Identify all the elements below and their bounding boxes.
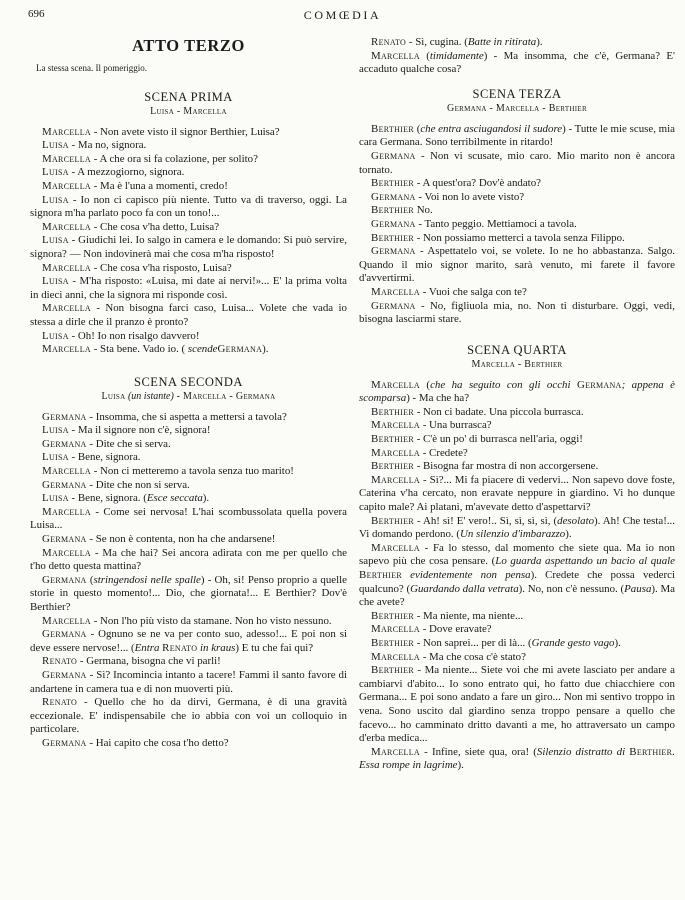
dialogue-text: - Non saprei... per di là... (	[413, 636, 532, 649]
dialogue-line	[359, 379, 675, 406]
journal-title: COMŒDIA	[303, 8, 382, 22]
dialogue-line	[359, 610, 675, 624]
stage-direction: desolato	[557, 514, 595, 527]
dialogue-line	[30, 655, 347, 669]
scene-title: SCENA PRIMA	[144, 89, 233, 104]
dialogue-text: - Ah! sì! E' vero!.. Sì, sì, sì, sì, (	[413, 514, 558, 527]
dialogue-line	[30, 506, 347, 533]
dialogue-line	[359, 406, 675, 420]
speaker-name: Luisa	[42, 193, 69, 206]
dialogue-line	[359, 623, 675, 637]
stage-direction: Lo guarda aspettando un bacio al quale	[495, 555, 676, 568]
dialogue-line	[359, 542, 675, 610]
dialogue-text: - M'ha risposto: «Luisa, mi date ai nervi!»... E' la prima volta in dieci anni, che la signora mi risponde così.	[30, 275, 347, 301]
speaker-name: Germana	[371, 190, 416, 203]
dialogue-line	[30, 275, 347, 302]
stage-direction: Silenzio distratto di	[536, 745, 630, 758]
dialogue-text: - Che cosa v'ha risposto, Luisa?	[90, 261, 232, 274]
speaker-name: Germana	[371, 217, 416, 230]
dialogue-text: - A che ora si fa colazione, per solito?	[90, 152, 258, 165]
speaker-name: Luisa	[42, 329, 69, 342]
dialogue-line	[359, 286, 675, 300]
dialogue-line	[359, 515, 675, 542]
dialogue-text: ) - Ma che ha?	[406, 392, 470, 405]
dialogue-text: (	[86, 573, 94, 586]
dialogue-text: ).	[614, 636, 621, 649]
dialogue-text: - Come sei nervosa! L'hai scombussolata quella povera Luisa...	[30, 505, 347, 532]
dialogue-line	[359, 419, 675, 433]
scene-characters: Luisa - Marcella	[150, 105, 227, 117]
speaker-name: Marcella	[42, 546, 91, 559]
speaker-name: Luisa	[42, 451, 69, 464]
dialogue-block	[30, 126, 347, 357]
dialogue-text: - Ma che hai? Sei ancora adirata con me per quello che t'ho detto questa mattina?	[30, 546, 347, 573]
speaker-name: Marcella	[371, 745, 420, 758]
dialogue-line	[359, 664, 675, 746]
dialogue-text: - No, figliuola mia, no. Non ti disturbare. Oggi, vedi, bisogna lasciarmi stare.	[359, 299, 675, 326]
speaker-name: Marcella	[371, 541, 420, 554]
speaker-name: Renato	[371, 36, 407, 48]
character-name: Germana	[576, 378, 622, 391]
speaker-name: Germana	[371, 299, 416, 312]
dialogue-text: - Bene, signora. (	[68, 492, 147, 505]
stage-direction: timidamente	[429, 49, 484, 62]
speaker-name: Berthier	[371, 514, 414, 527]
stage-direction: stringendosi nelle spalle	[93, 573, 201, 586]
speaker-name: Marcella	[42, 343, 91, 356]
dialogue-line	[359, 36, 675, 50]
speaker-name: Germana	[42, 628, 87, 641]
dialogue-line	[359, 191, 675, 205]
dialogue-text: - Che cosa v'ha detto, Luisa?	[90, 220, 220, 233]
stage-direction: Grande gesto vago	[531, 636, 615, 649]
dialogue-line	[359, 447, 675, 461]
speaker-name: Luisa	[42, 492, 69, 505]
dialogue-text: - Non bisogna farci caso, Luisa... Volete che vada io stessa a dirle che il pranzo è pronto?	[30, 302, 347, 328]
speaker-name: Luisa	[42, 424, 69, 437]
speaker-name: Marcella	[42, 505, 91, 518]
dialogue-text: - Ma è l'una a momenti, credo!	[90, 179, 228, 192]
dialogue-text: (	[419, 49, 430, 62]
dialogue-line	[30, 669, 347, 696]
stage-direction: che ha seguito con gli occhi	[430, 378, 577, 391]
dialogue-line	[30, 547, 347, 574]
dialogue-text: - Voi non lo avete visto?	[415, 190, 525, 203]
dialogue-line	[30, 221, 347, 235]
dialogue-text: - Credete?	[419, 446, 468, 459]
speaker-name: Germana	[42, 437, 87, 450]
dialogue-line	[359, 123, 675, 150]
dialogue-line	[30, 330, 347, 344]
stage-direction: . Essa rompe in lagrime	[359, 745, 675, 772]
dialogue-line	[30, 628, 347, 655]
speaker-name: Marcella	[42, 614, 91, 627]
dialogue-text: ) E tu che fai qui?	[235, 641, 314, 654]
speaker-name: Luisa	[42, 166, 69, 179]
character-name: Germana	[217, 343, 263, 356]
speaker-name: Marcella	[371, 378, 420, 391]
dialogue-text: (	[419, 378, 431, 391]
dialogue-line	[359, 218, 675, 232]
speaker-name: Berthier	[371, 664, 414, 677]
speaker-name: Berthier	[371, 122, 414, 135]
stage-direction: che entra asciugandosi il sudore	[420, 122, 563, 135]
speaker-name: Berthier	[371, 405, 414, 418]
dialogue-text: ) - Tutte le mie scuse, mia cara Germana. Sono terribilmente in ritardo!	[359, 122, 675, 149]
dialogue-line	[359, 637, 675, 651]
scene-title: SCENA TERZA	[472, 86, 562, 101]
dialogue-text: - Dite che non si serva.	[86, 478, 190, 491]
dialogue-line	[30, 424, 347, 438]
running-head	[0, 8, 685, 24]
dialogue-line	[359, 433, 675, 447]
dialogue-line	[30, 533, 347, 547]
speaker-name: Marcella	[42, 465, 91, 478]
dialogue-text: - Sta bene. Vado io. (	[90, 343, 186, 356]
dialogue-line	[359, 177, 675, 191]
dialogue-block	[30, 411, 347, 751]
dialogue-text: - Fa lo stesso, dal momento che siete qua. Ma io non sapevo più che cosa pensare. (	[359, 541, 675, 568]
dialogue-text: ). No, non c'è nessuno. (	[518, 582, 625, 595]
dialogue-text: - Dove eravate?	[419, 623, 492, 636]
dialogue-line	[359, 746, 675, 773]
stage-direction: Pausa	[624, 582, 652, 595]
dialogue-line	[30, 302, 347, 329]
dialogue-text: - Vuoi che salga con te?	[419, 285, 527, 298]
dialogue-text: - Sì? Incomincia intanto a tacere! Fammi il santo favore di andartene in camera tua e di non muoverti più.	[30, 668, 347, 695]
dialogue-text: ).	[202, 492, 210, 505]
speaker-name: Marcella	[371, 285, 420, 298]
dialogue-text: - Germana, bisogna che vi parli!	[77, 655, 221, 668]
dialogue-text: ).	[262, 343, 269, 356]
dialogue-text: - Ma niente... Siete voi che mi avete lasciato per andare a cambiarvi d'abito... Io sono entrato qui, ho fatto due chiacchiere con Germana... E poi sono andato a fare un giro... Non mi sentivo troppo in vena. Sono uscito dal giardino senza troppo pensare a quello che facevo... ho camminato dritto davanti a me, ho attraversato un campo d'erba medica...	[359, 664, 675, 745]
speaker-name: Marcella	[371, 49, 420, 62]
speaker-name: Renato	[42, 696, 78, 709]
speaker-name: Berthier	[371, 204, 414, 217]
dialogue-text: - Bene, signora.	[68, 451, 141, 464]
speaker-name: Luisa	[42, 139, 69, 152]
speaker-name: Marcella	[42, 261, 91, 274]
dialogue-line	[30, 451, 347, 465]
dialogue-text: - Io non ci capisco più niente. Tutto va di traverso, oggi. La signora m'ha parlato poco fa con un tono!...	[30, 193, 347, 220]
stage-direction: scende	[185, 343, 218, 356]
dialogue-line	[359, 474, 675, 515]
dialogue-text: (	[413, 122, 421, 135]
speaker-name: Germana	[42, 668, 87, 681]
stage-direction: Batte in ritirata	[467, 36, 537, 48]
dialogue-line	[30, 343, 347, 357]
dialogue-line	[30, 234, 347, 261]
setting-note: La stessa scena. Il pomeriggio.	[36, 63, 147, 73]
stage-direction: Un silenzio d'imbarazzo	[459, 528, 566, 541]
dialogue-text: - Infine, siete qua, ora! (	[419, 745, 537, 758]
dialogue-text: - Ognuno se ne va per conto suo, adesso!... E poi non si deve essere nervose!... (	[30, 628, 347, 654]
dialogue-line	[359, 245, 675, 286]
dialogue-text: - A quest'ora? Dov'è andato?	[413, 177, 541, 190]
dialogue-text: ) - Oh, sì! Penso proprio a quelle storie in questo momento!... Dio, che giornata!... E Berthier? Dov'è Berthier?	[30, 573, 347, 613]
dialogue-text: - Oh! Io non risalgo davvero!	[68, 329, 200, 342]
stage-direction: (un istante)	[125, 390, 174, 402]
speaker-name: Germana	[42, 410, 87, 423]
dialogue-line	[30, 153, 347, 167]
dialogue-line	[30, 126, 347, 140]
speaker-name: Germana	[42, 736, 87, 749]
dialogue-line	[359, 232, 675, 246]
character-name: Renato	[162, 641, 198, 654]
speaker-name: Luisa	[42, 234, 69, 247]
dialogue-text: - Non avete visto il signor Berthier, Luisa?	[90, 125, 280, 138]
dialogue-text: - Non ci metteremo a tavola senza tuo marito!	[90, 465, 294, 478]
dialogue-text: - Bisogna far mostra di non accorgersene.	[413, 460, 599, 473]
left-column	[30, 36, 347, 751]
dialogue-text: - Se non è contenta, non ha che andarsene!	[86, 533, 276, 546]
dialogue-text: - Ma no, signora.	[68, 139, 147, 152]
character-name: Berthier	[359, 569, 402, 581]
dialogue-line	[359, 651, 675, 665]
dialogue-text: - Non possiamo metterci a tavola senza Filippo.	[413, 231, 625, 244]
dialogue-line	[30, 166, 347, 180]
speaker-name: Germana	[42, 478, 87, 491]
dialogue-block	[359, 379, 675, 773]
speaker-name: Berthier	[371, 636, 414, 649]
dialogue-text: - Insomma, che si aspetta a mettersi a tavola?	[86, 410, 287, 423]
speaker-name: Berthier	[371, 231, 414, 244]
dialogue-line	[30, 180, 347, 194]
dialogue-text: - Sì, cugina. (	[406, 36, 468, 48]
speaker-name: Germana	[371, 245, 416, 258]
dialogue-text: - Ma niente, ma niente...	[413, 609, 524, 622]
scene-characters: Marcella - Berthier	[471, 358, 563, 370]
scene-characters	[30, 390, 347, 403]
dialogue-line	[30, 194, 347, 221]
speaker-name: Berthier	[371, 433, 414, 446]
dialogue-text: ). Ma che avete?	[359, 582, 675, 609]
dialogue-line	[30, 479, 347, 493]
speaker-name: Marcella	[42, 302, 91, 315]
speaker-name: Berthier	[371, 609, 414, 622]
dialogue-text: ).	[457, 759, 464, 772]
stage-direction: ; appena è scomparsa	[359, 378, 676, 405]
speaker-name: Marcella	[42, 152, 91, 165]
dialogue-text: - Ma il signore non c'è, signora!	[68, 424, 211, 437]
dialogue-line	[30, 737, 347, 751]
dialogue-text: ). Credete che possa vederci qualcuno? (	[359, 569, 675, 595]
dialogue-line	[359, 204, 675, 218]
speaker-name: Marcella	[42, 220, 91, 233]
character-name: Berthier	[629, 745, 673, 758]
speaker-name: Luisa	[42, 275, 69, 288]
dialogue-line	[30, 615, 347, 629]
speaker-name: Marcella	[371, 623, 420, 636]
dialogue-text: - Sì?... Mi fa piacere di vedervi... Non sapevo dove foste, Caterina v'ha cercato, non eravate neppure in giardino. Vi ho dunque capito male? Ai platani, m'avevate detto d'aspettarvi?	[359, 473, 675, 514]
dialogue-text: - Hai capito che cosa t'ho detto?	[86, 736, 229, 749]
dialogue-text: - Tanto peggio. Mettiamoci a tavola.	[415, 217, 577, 230]
stage-direction: Entra	[134, 641, 163, 654]
right-column	[359, 36, 675, 773]
speaker-name: Berthier	[371, 460, 414, 473]
dialogue-text: - Non vi scusate, mio caro. Mio marito non è ancora tornato.	[359, 149, 675, 176]
page-number: 696	[28, 8, 45, 20]
dialogue-block	[359, 36, 675, 77]
dialogue-line	[30, 262, 347, 276]
act-title: ATTO TERZO	[132, 36, 245, 55]
speaker-name: Germana	[42, 533, 87, 546]
dialogue-text: - Aspettatelo voi, se volete. Io ne ho abbastanza. Salgo. Quando il mio signor marito, sarà venuto, mi farete il favore d'avvertirmi.	[359, 245, 675, 285]
speaker-name: Marcella	[371, 419, 420, 432]
speaker-name: Marcella	[371, 446, 420, 459]
dialogue-text: ). Ah! Che testa!... Vi domando perdono. (	[359, 514, 675, 541]
speaker-name: Marcella	[42, 179, 91, 192]
dialogue-line	[359, 300, 675, 327]
stage-direction: in kraus	[197, 641, 236, 654]
dialogue-text: - Una burrasca?	[419, 419, 492, 432]
scene-characters: Germana - Marcella - Berthier	[447, 102, 587, 114]
dialogue-text: - Giudichi lei. Io salgo in camera e le domando: Si può servire, signora? — Non indovinerà mai che cosa m'ha risposto!	[30, 234, 347, 260]
dialogue-line	[30, 574, 347, 615]
dialogue-line	[359, 460, 675, 474]
speaker-name: Berthier	[371, 177, 414, 190]
dialogue-block	[359, 123, 675, 327]
speaker-name: Germana	[42, 573, 87, 586]
character-name: Luisa	[101, 390, 126, 402]
dialogue-text: - A mezzogiorno, signora.	[68, 166, 185, 179]
dialogue-text: No.	[413, 204, 433, 217]
dialogue-text: - Non ci badate. Una piccola burrasca.	[413, 405, 584, 418]
dialogue-text: - Non l'ho più visto da stamane. Non ho visto nessuno.	[90, 614, 332, 627]
dialogue-text: - Dite che si serva.	[86, 437, 171, 450]
dialogue-line	[359, 50, 675, 77]
dialogue-line	[30, 465, 347, 479]
scene-title: SCENA QUARTA	[467, 342, 567, 357]
speaker-name: Renato	[42, 655, 78, 668]
dialogue-line	[30, 139, 347, 153]
stage-direction: Esce seccata	[146, 492, 203, 505]
dialogue-line	[359, 150, 675, 177]
speaker-name: Marcella	[42, 125, 91, 138]
character-name: - Marcella - Germana	[173, 390, 276, 402]
dialogue-line	[30, 696, 347, 737]
dialogue-text: - Ma che cosa c'è stato?	[419, 650, 526, 663]
dialogue-text: - Quello che ho da dirvi, Germana, è di una gravità eccezionale. E' indispensabile che io abbia con voi un colloquio in particolare.	[30, 696, 347, 736]
stage-direction: evidentemente non pensa	[401, 569, 531, 581]
speaker-name: Marcella	[371, 473, 420, 486]
speaker-name: Germana	[371, 149, 416, 162]
dialogue-text: ).	[536, 36, 543, 48]
dialogue-line	[30, 438, 347, 452]
dialogue-text: - C'è un po' di burrasca nell'aria, oggi!	[413, 433, 583, 446]
dialogue-line	[30, 411, 347, 425]
scene-title: SCENA SECONDA	[134, 374, 243, 389]
speaker-name: Marcella	[371, 650, 420, 663]
dialogue-text: ).	[565, 528, 572, 541]
stage-direction: Guardando dalla vetrata	[410, 582, 519, 595]
dialogue-text: ) - Ma insomma, che c'è, Germana? E' accaduto qualche cosa?	[359, 49, 675, 76]
dialogue-line	[30, 492, 347, 506]
